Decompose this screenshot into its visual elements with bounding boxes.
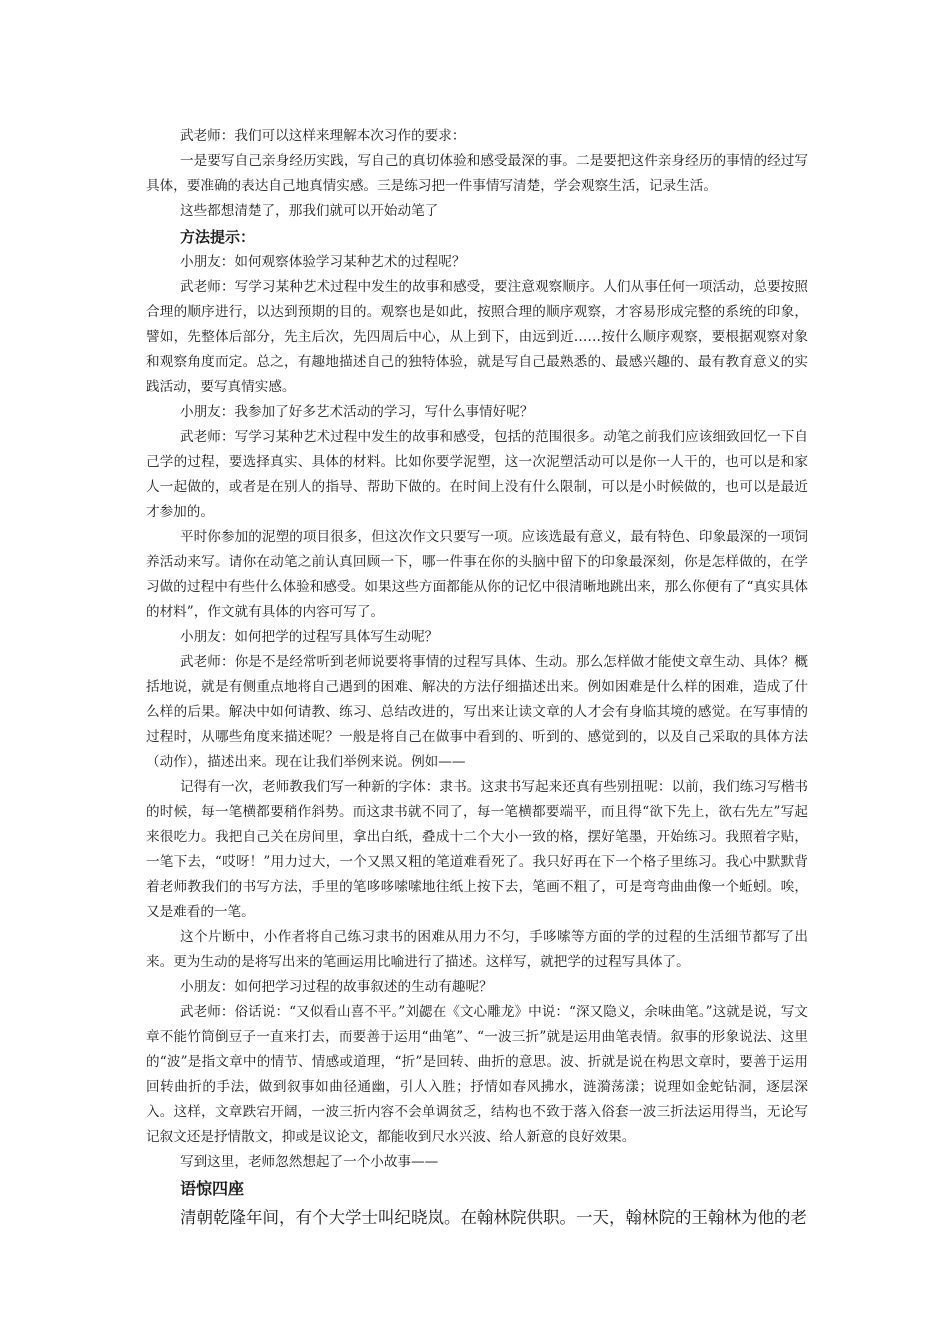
paragraph-clay-project: 平时你参加的泥塑的项目很多，但这次作文只要写一项。应该选最有意义，最有特色、印象最深的一项饲养活动来写。请你在动笔之前认真回顾一下，哪一件事在你的头脑中留下的印象最深刻，你是怎样做的，在学习做的过程中有些什么体验和感受。如果这些方面都能从你的记忆中很清晰地跳出来，那么你便有了“真实具体的材料”，作文就有具体的内容可写了。 <box>146 529 808 620</box>
paragraph-question-observe: 小朋友：如何观察体验学习某种艺术的过程呢？ <box>180 254 466 270</box>
paragraph-start-writing: 这些都想清楚了，那我们就可以开始动笔了 <box>180 203 439 219</box>
heading-story-title: 语惊四座 <box>180 1179 245 1198</box>
paragraph-answer-observe: 武老师：写学习某种艺术过程中发生的故事和感受，要注意观察顺序。人们从事任何一项活动，总要按照合理的顺序进行，以达到预期的目的。观察也是如此，按照合理的顺序观察，才容易形成完整的系统的印象，譬如，先整体后部分，先主后次，先四周后中心，从上到下，由远到近……按什么顺序观察，要根据观察对象和观察角度而定。总之，有趣地描述自己的独特体验，就是写自己最熟悉的、最感兴趣的、最有教育意义的实践活动，要写真情实感。 <box>146 279 808 395</box>
paragraph-example-comment: 这个片断中，小作者将自己练习隶书的困难从用力不匀，手哆嗦等方面的学的过程的生活细节都写了出来。更为生动的是将写出来的笔画运用比喻进行了描述。这样写，就把学的过程写具体了。 <box>146 929 808 970</box>
paragraph-example-calligraphy: 记得有一次，老师教我们写一种新的字体：隶书。这隶书写起来还真有些别扭呢：以前，我们练习写楷书的时候，每一笔横都要稍作斜势。而这隶书就不同了，每一笔横都要端平，而且得“欲下先上，欲右先左”写起来很吃力。我把自己关在房间里，拿出白纸，叠成十二个大小一致的格，摆好笔墨，开始练习。我照着字贴，一笔下去，“哎呀！”用力过大，一个又黑又粗的笔道难看死了。我只好再在下一个格子里练习。我心中默默背着老师教我们的书写方法，手里的笔哆哆嗦嗦地往纸上按下去，笔画不粗了，可是弯弯曲曲像一个蚯蚓。唉，又是难看的一笔。 <box>146 779 808 920</box>
heading-method-tips: 方法提示： <box>180 228 256 246</box>
paragraph-story-start: 清朝乾隆年间，有个大学士叫纪晓岚。在翰林院供职。一天，翰林院的王翰林为他的老 <box>180 1208 807 1227</box>
paragraph-teacher-intro: 武老师：我们可以这样来理解本次习作的要求： <box>180 128 466 144</box>
paragraph-story-intro: 写到这里，老师忽然想起了一个小故事—— <box>180 1154 439 1170</box>
paragraph-question-what: 小朋友：我参加了好多艺术活动的学习，写什么事情好呢？ <box>180 404 534 420</box>
paragraph-answer-interesting: 武老师：俗话说：“又似看山喜不平。”刘勰在《文心雕龙》中说：“深又隐义，余味曲笔。”这就是说，写文章不能竹筒倒豆子一直来打去，而要善于运用“曲笔”、“一波三折”就是运用曲笔表情。叙事的形象说法、这里的“波”是指文章中的情节、情感或道理，“折”是回转、曲折的意思。波、折就是说在构思文章时，要善于运用回转曲折的手法，做到叙事如曲径通幽，引人入胜；抒情如春风拂水，涟漪荡漾；说理如金蛇钻洞，逐层深入。这样，文章跌宕开阔，一波三折内容不会单调贫乏，结构也不致于落入俗套一波三折法运用得当，无论写记叙文还是抒情散文，抑或是议论文，都能收到尺水兴波、给人新意的良好效果。 <box>146 1004 808 1145</box>
paragraph-question-interesting: 小朋友：如何把学习过程的故事叙述的生动有趣呢？ <box>180 979 493 995</box>
paragraph-answer-vivid: 武老师：你是不是经常听到老师说要将事情的过程写具体、生动。那么怎样做才能使文章生动、具体？概括地说，就是有侧重点地将自己遇到的困难、解决的方法仔细描述出来。例如困难是什么样的困难，造成了什么样的后果。解决中如何请教、练习、总结改进的，写出来让读文章的人才会有身临其境的感觉。在写事情的过程时，从哪些角度来描述呢？一般是将自己在做事中看到的、听到的、感觉到的，以及自己采取的具体方法（动作），描述出来。现在让我们举例来说。例如—— <box>146 654 808 770</box>
paragraph-requirements: 一是要写自己亲身经历实践，写自己的真切体验和感受最深的事。二是要把这件亲身经历的事情的经过写具体，要准确的表达自己地真情实感。三是练习把一件事情写清楚，学会观察生活，记录生活。 <box>146 153 808 194</box>
paragraph-question-vivid: 小朋友：如何把学的过程写具体写生动呢？ <box>180 629 439 645</box>
text-column <box>146 124 808 1233</box>
paragraph-answer-what: 武老师：写学习某种艺术过程中发生的故事和感受，包括的范围很多。动笔之前我们应该细致回忆一下自己学的过程，要选择真实、具体的材料。比如你要学泥塑，这一次泥塑活动可以是你一人干的，也可以是和家人一起做的，或者是在别人的指导、帮助下做的。在时间上没有什么限制，可以是小时候做的，也可以是最近才参加的。 <box>146 429 808 520</box>
